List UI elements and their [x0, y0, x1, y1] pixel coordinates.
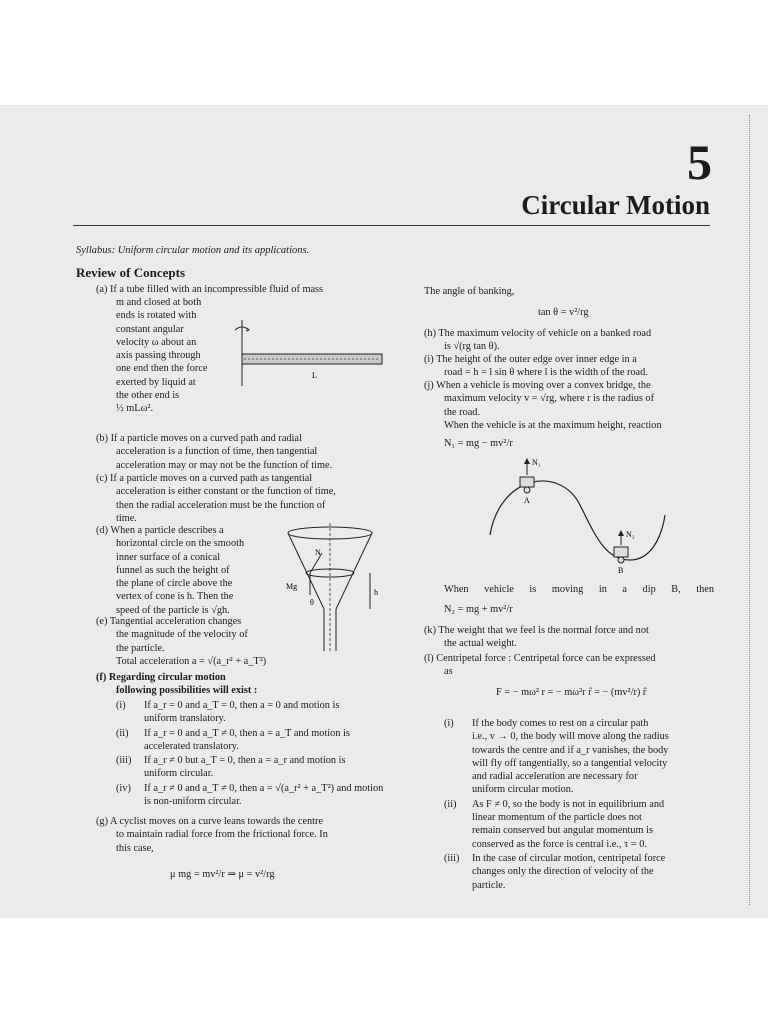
concept-h-line: (h) The maximum velocity of vehicle on a banked road — [424, 328, 652, 339]
dip-b-label: B — [618, 566, 624, 575]
section-heading: Review of Concepts — [76, 265, 186, 280]
list-item — [444, 717, 714, 797]
n1-equation: N₁ = mg − mv²/r — [444, 438, 513, 449]
concept-d-line: (d) When a particle describes a — [96, 525, 224, 536]
textbook-page — [0, 105, 768, 918]
item-number: (iii) — [444, 852, 460, 864]
concept-b — [96, 432, 410, 472]
concept-a-line: ends is rotated with — [116, 310, 197, 322]
item-number: (ii) — [116, 727, 129, 739]
concept-l-list — [444, 717, 714, 892]
banking-intro: The angle of banking, — [424, 286, 515, 297]
conical-funnel-figure — [282, 523, 394, 653]
concept-a-line: one end then the force — [116, 363, 208, 375]
concept-e-line: (e) Tangential acceleration changes — [96, 616, 242, 627]
concept-b-line: acceleration may or may not be the function of time. — [116, 459, 333, 471]
bridge-dip-figure — [480, 455, 670, 575]
item-number: (iii) — [116, 755, 132, 767]
concept-d-line: the plane of circle above the — [116, 578, 233, 590]
title-rule — [73, 225, 710, 226]
concept-i-line: (i) The height of the outer edge over inner edge in a — [424, 354, 637, 365]
item-line: changes only the direction of velocity of the — [472, 866, 654, 878]
concept-a-line: m and closed at both — [116, 297, 202, 308]
concept-f-line: following possibilities will exist : — [116, 685, 258, 697]
concept-k-line: (k) The weight that we feel is the normal force and not — [424, 625, 649, 636]
concept-a-line: axis passing through — [116, 350, 201, 362]
concept-h-line: is √(rg tan θ). — [444, 341, 500, 353]
concept-a-line: constant angular — [116, 323, 184, 335]
concept-k — [424, 624, 714, 651]
concept-a-line1: (a) If a tube filled with an incompressible fluid of mass — [96, 284, 324, 295]
concept-g-line: (g) A cyclist moves on a curve leans towards the centre — [96, 816, 324, 827]
concept-j — [424, 379, 714, 432]
concept-d-line: funnel as such the height of — [116, 564, 230, 576]
concept-j-line: the road. — [444, 406, 481, 418]
concept-d-line: horizontal circle on the smooth — [116, 538, 245, 550]
item-line: uniform translatory. — [144, 713, 226, 725]
concept-e-line: the particle. — [116, 642, 165, 654]
item-line: linear momentum of the particle does not — [472, 812, 642, 824]
concept-b-line: acceleration is a function of time, then tangential — [116, 446, 318, 458]
list-item — [116, 782, 396, 809]
concept-a-line: the other end is — [116, 390, 180, 402]
concept-g-line: this case, — [116, 842, 154, 854]
concept-k-line: the actual weight. — [444, 638, 517, 650]
concept-c-line: time. — [116, 512, 137, 524]
concept-b-line: (b) If a particle moves on a curved path and radial — [96, 433, 302, 444]
item-line: If a_r = 0 and a_T = 0, then a = 0 and motion is — [144, 700, 340, 711]
concept-c-line: acceleration is either constant or the function of time, — [116, 486, 336, 498]
item-line: uniform circular motion. — [472, 784, 574, 796]
chapter-number: 5 — [687, 134, 712, 190]
item-number: (iv) — [116, 782, 131, 794]
funnel-weight-label: Mg — [286, 582, 298, 591]
item-number: (i) — [444, 718, 454, 729]
concept-d-line: vertex of cone is h. Then the — [116, 591, 234, 603]
funnel-normal-label: N — [315, 548, 321, 557]
concept-l-line: (l) Centripetal force : Centripetal force can be expressed — [424, 653, 656, 664]
concept-j-line: maximum velocity v = √rg, where r is the radius of — [444, 393, 655, 405]
item-line: i.e., v → 0, the body will move along the radius — [472, 731, 669, 743]
funnel-angle-label: θ — [310, 598, 314, 607]
concept-e-line: Total acceleration a = √(a_r² + a_T²) — [116, 655, 267, 667]
dip-n2-label: N₂ — [626, 530, 635, 539]
concept-d — [96, 524, 276, 617]
concept-g — [96, 815, 410, 855]
item-line: is non-uniform circular. — [144, 796, 242, 808]
list-item — [444, 798, 714, 851]
concept-e — [96, 615, 296, 668]
concept-l — [424, 652, 714, 679]
item-line: will fly off tangentially, so a tangential velocity — [472, 757, 668, 769]
concept-g-line: to maintain radial force from the frictional force. In — [116, 829, 328, 841]
concept-c-line: then the radial acceleration must be the function of — [116, 499, 326, 511]
item-line: If a_r ≠ 0 but a_T = 0, then a = a_r and motion is — [144, 755, 346, 767]
concept-j-line: (j) When a vehicle is moving over a convex bridge, the — [424, 380, 651, 391]
item-number: (i) — [116, 700, 126, 711]
item-line: particle. — [472, 879, 506, 891]
bridge-a-label: A — [524, 496, 530, 505]
item-line: As F ≠ 0, so the body is not in equilibrium and — [472, 798, 665, 810]
chapter-title: Circular Motion — [521, 190, 710, 220]
concept-a-line: exerted by liquid at — [116, 376, 196, 388]
list-item — [116, 754, 396, 781]
concept-e-line: the magnitude of the velocity of — [116, 629, 248, 641]
concept-a-line: ½ mLω². — [116, 403, 154, 415]
friction-equation: μ mg = mv²/r ⇒ μ = v²/rg — [170, 869, 275, 880]
list-item — [116, 727, 396, 754]
bridge-n1-label: N₁ — [532, 458, 541, 467]
concept-i-line: road = h = l sin θ where l is the width of the road. — [444, 367, 648, 379]
concept-f-list — [116, 699, 396, 808]
banking-equation: tan θ = v²/rg — [538, 307, 589, 318]
concept-c-line: (c) If a particle moves on a curved path as tangential — [96, 473, 313, 484]
item-line: towards the centre and if a_r vanishes, the body — [472, 744, 669, 756]
concept-j-line: When the vehicle is at the maximum height, reaction — [444, 419, 662, 431]
item-line: remain conserved but angular momentum is — [472, 825, 654, 837]
item-line: and radial acceleration are necessary for — [472, 771, 638, 783]
item-line: accelerated translatory. — [144, 740, 239, 752]
item-line: If a_r = 0 and a_T ≠ 0, then a = a_T and motion is — [144, 727, 350, 739]
item-line: If a_r ≠ 0 and a_T ≠ 0, then a = √(a_r² + a_T²) and motion — [144, 782, 384, 794]
dip-text: When vehicle is moving in a dip B, then — [444, 584, 714, 595]
tube-length-label: L — [312, 371, 317, 380]
funnel-height-label: h — [374, 588, 378, 597]
rotating-tube-figure — [232, 318, 392, 388]
item-line: In the case of circular motion, centripetal force — [472, 852, 666, 864]
syllabus-line: Syllabus: Uniform circular motion and its applications. — [76, 245, 310, 256]
concept-c — [96, 472, 410, 525]
n2-equation: N₂ = mg + mv²/r — [444, 604, 513, 615]
list-item — [444, 852, 714, 892]
concept-a-line: velocity ω about an — [116, 336, 197, 348]
concept-i — [424, 353, 714, 380]
item-number: (ii) — [444, 798, 457, 810]
item-line: uniform circular. — [144, 768, 214, 780]
page-edge-marks — [749, 115, 752, 905]
concept-h — [424, 327, 714, 354]
concept-d-line: inner surface of a conical — [116, 551, 221, 563]
item-line: If the body comes to rest on a circular path — [472, 718, 649, 729]
item-line: conserved as the force is central i.e., τ = 0. — [472, 838, 647, 850]
concept-f-head — [96, 671, 336, 698]
concept-l-line: as — [444, 666, 453, 678]
list-item — [116, 699, 396, 726]
concept-f-line: (f) Regarding circular motion — [96, 672, 226, 683]
concept-d-line: speed of the particle is √gh. — [116, 604, 230, 616]
centripetal-force-equation: F = − mω² r = − mω²r r̂ = − (mv²/r) r̂ — [496, 687, 647, 698]
